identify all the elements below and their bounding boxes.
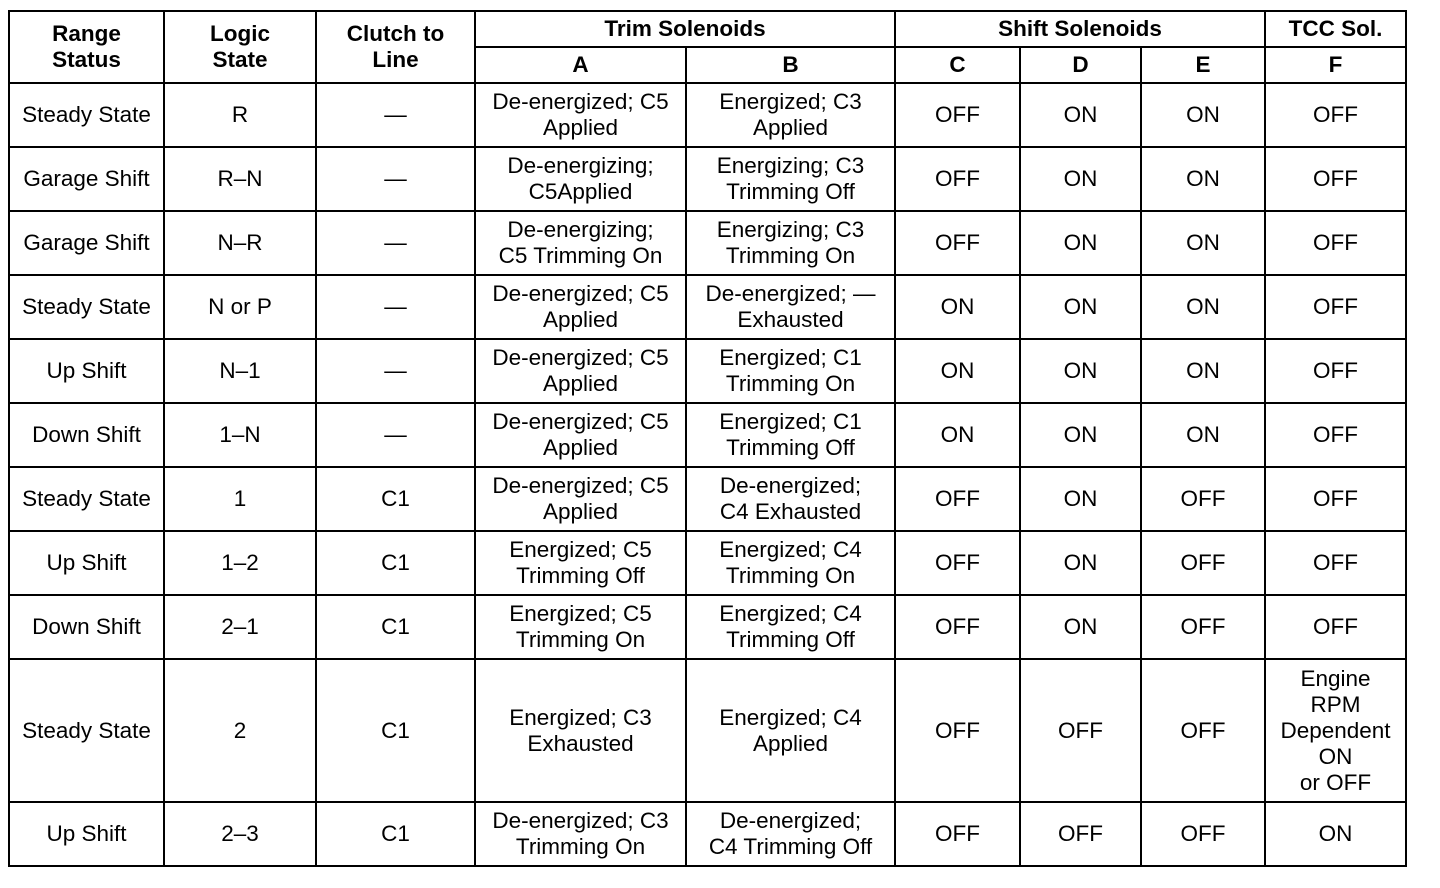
header-logic-state: Logic State <box>164 11 316 83</box>
table-row <box>9 403 1406 467</box>
cell-shift-e: ON <box>1141 339 1265 403</box>
cell-tcc-f: ON <box>1265 802 1406 866</box>
cell-tcc-f: OFF <box>1265 595 1406 659</box>
cell-trim-a: Energized; C5 Trimming On <box>475 595 686 659</box>
cell-trim-b: Energized; C3 Applied <box>686 83 895 147</box>
cell-shift-e: OFF <box>1141 467 1265 531</box>
cell-trim-b: Energized; C4 Trimming Off <box>686 595 895 659</box>
cell-tcc-f: OFF <box>1265 339 1406 403</box>
cell-shift-d: ON <box>1020 339 1141 403</box>
header-col-d: D <box>1020 47 1141 83</box>
cell-trim-a: De-energized; C5 Applied <box>475 83 686 147</box>
table-row <box>9 211 1406 275</box>
cell-shift-e: OFF <box>1141 531 1265 595</box>
cell-shift-d: OFF <box>1020 802 1141 866</box>
cell-shift-c: ON <box>895 403 1020 467</box>
cell-clutch-to-line: — <box>316 211 475 275</box>
cell-trim-a: De-energized; C5 Applied <box>475 467 686 531</box>
cell-tcc-f: OFF <box>1265 275 1406 339</box>
cell-shift-c: ON <box>895 275 1020 339</box>
cell-logic-state: R–N <box>164 147 316 211</box>
cell-clutch-to-line: C1 <box>316 467 475 531</box>
cell-shift-d: ON <box>1020 275 1141 339</box>
cell-shift-d: ON <box>1020 595 1141 659</box>
cell-trim-b: Energizing; C3 Trimming Off <box>686 147 895 211</box>
cell-logic-state: 2–3 <box>164 802 316 866</box>
cell-shift-d: ON <box>1020 147 1141 211</box>
cell-clutch-to-line: — <box>316 275 475 339</box>
table-row <box>9 83 1406 147</box>
cell-shift-c: OFF <box>895 595 1020 659</box>
header-col-f: F <box>1265 47 1406 83</box>
cell-tcc-f: OFF <box>1265 147 1406 211</box>
cell-shift-c: OFF <box>895 211 1020 275</box>
cell-tcc-f: OFF <box>1265 531 1406 595</box>
cell-logic-state: 1 <box>164 467 316 531</box>
cell-clutch-to-line: — <box>316 403 475 467</box>
solenoid-logic-table-container <box>8 10 1407 867</box>
cell-trim-b: Energized; C1 Trimming Off <box>686 403 895 467</box>
cell-clutch-to-line: C1 <box>316 659 475 802</box>
table-row <box>9 147 1406 211</box>
cell-clutch-to-line: C1 <box>316 531 475 595</box>
header-col-a: A <box>475 47 686 83</box>
cell-shift-c: OFF <box>895 147 1020 211</box>
cell-shift-c: OFF <box>895 83 1020 147</box>
cell-trim-b: Energized; C4 Trimming On <box>686 531 895 595</box>
cell-trim-b: Energized; C4 Applied <box>686 659 895 802</box>
cell-shift-d: ON <box>1020 403 1141 467</box>
table-row <box>9 275 1406 339</box>
table-row <box>9 595 1406 659</box>
cell-clutch-to-line: C1 <box>316 802 475 866</box>
cell-trim-b: Energizing; C3 Trimming On <box>686 211 895 275</box>
table-body <box>9 83 1406 866</box>
cell-shift-d: ON <box>1020 531 1141 595</box>
cell-clutch-to-line: — <box>316 147 475 211</box>
cell-tcc-f: Engine RPM Dependent ON or OFF <box>1265 659 1406 802</box>
cell-tcc-f: OFF <box>1265 83 1406 147</box>
cell-logic-state: N–1 <box>164 339 316 403</box>
cell-trim-a: De-energized; C5 Applied <box>475 339 686 403</box>
cell-range-status: Steady State <box>9 275 164 339</box>
cell-trim-a: De-energizing; C5Applied <box>475 147 686 211</box>
cell-trim-a: De-energized; C5 Applied <box>475 275 686 339</box>
cell-range-status: Steady State <box>9 467 164 531</box>
header-tcc-sol: TCC Sol. <box>1265 11 1406 47</box>
header-shift-solenoids: Shift Solenoids <box>895 11 1265 47</box>
cell-range-status: Up Shift <box>9 531 164 595</box>
solenoid-logic-table <box>8 10 1407 867</box>
cell-range-status: Steady State <box>9 659 164 802</box>
cell-trim-b: De-energized; C4 Trimming Off <box>686 802 895 866</box>
header-trim-solenoids: Trim Solenoids <box>475 11 895 47</box>
cell-clutch-to-line: — <box>316 83 475 147</box>
cell-range-status: Down Shift <box>9 595 164 659</box>
cell-range-status: Garage Shift <box>9 147 164 211</box>
cell-tcc-f: OFF <box>1265 403 1406 467</box>
cell-shift-c: OFF <box>895 802 1020 866</box>
cell-shift-d: ON <box>1020 467 1141 531</box>
cell-tcc-f: OFF <box>1265 467 1406 531</box>
cell-trim-a: De-energized; C5 Applied <box>475 403 686 467</box>
header-row-top <box>9 11 1406 47</box>
cell-shift-c: OFF <box>895 531 1020 595</box>
table-row <box>9 531 1406 595</box>
cell-shift-e: ON <box>1141 147 1265 211</box>
table-row <box>9 802 1406 866</box>
cell-shift-e: ON <box>1141 83 1265 147</box>
cell-shift-e: OFF <box>1141 802 1265 866</box>
cell-range-status: Up Shift <box>9 339 164 403</box>
cell-range-status: Down Shift <box>9 403 164 467</box>
cell-shift-c: OFF <box>895 659 1020 802</box>
cell-shift-e: ON <box>1141 275 1265 339</box>
cell-clutch-to-line: C1 <box>316 595 475 659</box>
cell-shift-e: OFF <box>1141 595 1265 659</box>
table-row <box>9 467 1406 531</box>
cell-logic-state: N–R <box>164 211 316 275</box>
cell-trim-a: De-energizing; C5 Trimming On <box>475 211 686 275</box>
cell-shift-d: ON <box>1020 83 1141 147</box>
cell-tcc-f: OFF <box>1265 211 1406 275</box>
cell-shift-e: OFF <box>1141 659 1265 802</box>
cell-logic-state: 2 <box>164 659 316 802</box>
header-col-c: C <box>895 47 1020 83</box>
header-col-e: E <box>1141 47 1265 83</box>
cell-logic-state: 1–2 <box>164 531 316 595</box>
cell-trim-a: De-energized; C3 Trimming On <box>475 802 686 866</box>
cell-logic-state: 2–1 <box>164 595 316 659</box>
header-col-b: B <box>686 47 895 83</box>
cell-range-status: Up Shift <box>9 802 164 866</box>
cell-clutch-to-line: — <box>316 339 475 403</box>
cell-shift-e: ON <box>1141 211 1265 275</box>
header-range-status: Range Status <box>9 11 164 83</box>
cell-shift-d: ON <box>1020 211 1141 275</box>
table-row <box>9 339 1406 403</box>
cell-trim-b: Energized; C1 Trimming On <box>686 339 895 403</box>
cell-trim-a: Energized; C5 Trimming Off <box>475 531 686 595</box>
cell-trim-b: De-energized; — Exhausted <box>686 275 895 339</box>
cell-range-status: Steady State <box>9 83 164 147</box>
cell-shift-c: ON <box>895 339 1020 403</box>
cell-shift-d: OFF <box>1020 659 1141 802</box>
cell-trim-a: Energized; C3 Exhausted <box>475 659 686 802</box>
table-row <box>9 659 1406 802</box>
cell-shift-c: OFF <box>895 467 1020 531</box>
header-clutch-to-line: Clutch to Line <box>316 11 475 83</box>
cell-logic-state: 1–N <box>164 403 316 467</box>
cell-logic-state: R <box>164 83 316 147</box>
cell-shift-e: ON <box>1141 403 1265 467</box>
cell-trim-b: De-energized; C4 Exhausted <box>686 467 895 531</box>
cell-range-status: Garage Shift <box>9 211 164 275</box>
cell-logic-state: N or P <box>164 275 316 339</box>
